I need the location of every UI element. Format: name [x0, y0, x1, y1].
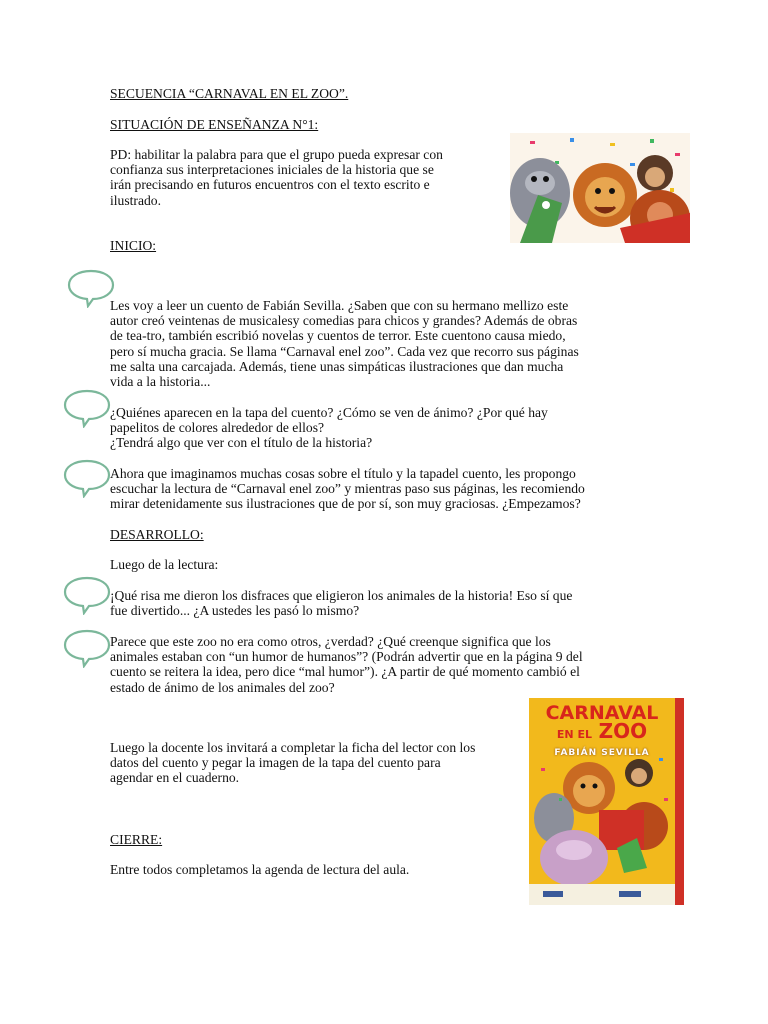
cover-author: FABIÁN SEVILLA: [554, 748, 650, 758]
cover-questions: [110, 405, 548, 451]
proposal-line: Ahora que imaginamos muchas cosas sobre el título y la tapadel cuento, les propongo: [110, 466, 576, 481]
note-line: Luego la docente los invitará a completar la ficha del lector con los: [110, 740, 476, 755]
pd-line: irán precisando en futuros encuentros con el texto escrito e: [110, 177, 430, 193]
dialog-two: [110, 634, 583, 695]
inicio-paragraph: [110, 298, 579, 389]
dialog-line: estado de ánimo de los animales del zoo?: [110, 679, 335, 695]
note-line: datos del cuento y pegar la imagen de la tapa del cuento para: [110, 755, 441, 771]
after-reading-label: Luego de la lectura:: [110, 557, 219, 572]
pd-line: PD: habilitar la palabra para que el grupo pueda expresar con: [110, 147, 443, 162]
dialog-line: cuento se reitera la idea, pero dice “mal humor”). ¿A partir de qué momento cambió el: [110, 664, 580, 680]
speech-bubble-icon: [62, 458, 112, 498]
question-line: ¿Tendrá algo que ver con el título de la historia?: [110, 435, 373, 451]
proposal-line: mirar detenidamente sus ilustraciones que de por sí, son muy graciosas. ¿Empezamos?: [110, 496, 581, 512]
inicio-line: autor creó veintenas de musicalesy comedias para chicos y grandes? Además de obras: [110, 313, 578, 329]
cover-title-zoo: ZOO: [598, 719, 648, 743]
desarrollo-heading: DESARROLLO:: [110, 527, 204, 542]
dialog-line: ¡Qué risa me dieron los disfraces que eligieron los animales de la historia! Eso sí que: [110, 588, 573, 603]
teacher-note: [110, 740, 475, 786]
inicio-line: pero sí mucha gracia. Se llama “Carnaval enel zoo”. Cada vez que recorro sus páginas: [110, 343, 579, 359]
dialog-line: fue divertido... ¿A ustedes les pasó lo mismo?: [110, 603, 360, 619]
situation-heading: SITUACIÓN DE ENSEÑANZA N°1:: [110, 117, 319, 132]
note-line: agendar en el cuaderno.: [110, 770, 240, 786]
document-title: SECUENCIA “CARNAVAL EN EL ZOO”.: [110, 86, 349, 101]
inicio-line: de tea-tro, también escribió novelas y cuentos de terror. Este cuentono causa miedo,: [110, 328, 566, 344]
question-line: papelitos de colores alrededor de ellos?: [110, 420, 325, 436]
cierre-heading: CIERRE:: [110, 832, 163, 847]
inicio-heading: INICIO:: [110, 238, 157, 253]
inicio-line: Les voy a leer un cuento de Fabián Sevilla. ¿Saben que con su hermano mellizo este: [110, 298, 569, 313]
book-cover: [529, 698, 684, 905]
pd-paragraph: [110, 147, 443, 208]
speech-bubble-icon: [62, 628, 112, 668]
cover-title: [529, 704, 675, 744]
cover-title-line2: [529, 719, 675, 744]
inicio-line: me salta una carcajada. Además, tiene unas simpáticas ilustraciones que dan mucha: [110, 358, 564, 374]
cover-title-line1: CARNAVAL: [545, 702, 659, 724]
pd-line: confianza sus interpretaciones iniciales de la historia que se: [110, 162, 434, 178]
cierre-text: Entre todos completamos la agenda de lectura del aula.: [110, 862, 410, 877]
proposal-line: escuchar la lectura de “Carnaval enel zoo” y mientras paso sus páginas, les recomiendo: [110, 481, 585, 497]
speech-bubble-icon: [66, 268, 116, 308]
cover-title-en-el: EN EL: [556, 728, 592, 741]
listening-proposal: [110, 466, 585, 512]
question-line: ¿Quiénes aparecen en la tapa del cuento? ¿Cómo se ven de ánimo? ¿Por qué hay: [110, 405, 548, 420]
dialog-line: animales estaban con “un humor de humanos”? (Podrán advertir que en la página 9 del: [110, 649, 583, 665]
speech-bubble-icon: [62, 388, 112, 428]
animals-illustration: [510, 133, 690, 243]
dialog-one: [110, 588, 572, 618]
pd-line: ilustrado.: [110, 192, 161, 208]
dialog-line: Parece que este zoo no era como otros, ¿verdad? ¿Qué creenque significa que los: [110, 634, 551, 649]
speech-bubble-icon: [62, 575, 112, 615]
inicio-line: vida a la historia...: [110, 374, 211, 390]
